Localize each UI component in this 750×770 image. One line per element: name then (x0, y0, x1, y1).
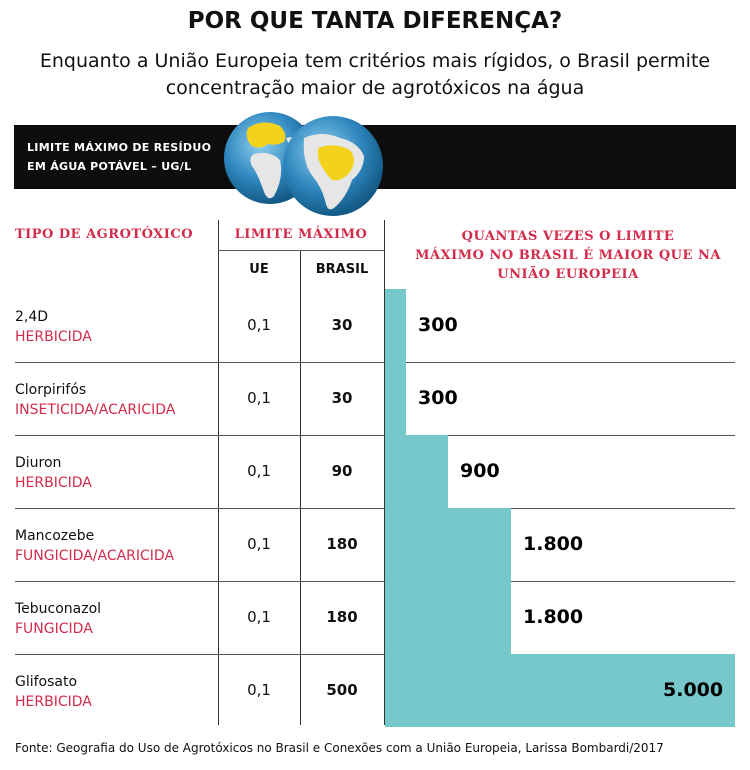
row-label (15, 526, 174, 566)
brasil-limit-value: 30 (331, 389, 353, 407)
header-ue: UE (249, 262, 269, 277)
pesticide-name: Glifosato (15, 674, 78, 690)
ratio-label: 300 (418, 387, 458, 409)
brasil-limit-value: 30 (331, 316, 353, 334)
pesticide-type: HERBICIDA (15, 475, 92, 491)
ue-limit-value: 0,1 (247, 316, 271, 334)
ue-limit-value: 0,1 (247, 535, 271, 553)
pesticide-name: Mancozebe (15, 528, 95, 544)
pesticide-name: Clorpirifós (15, 382, 87, 398)
ratio-bar (385, 289, 406, 362)
band-label (27, 138, 247, 176)
row-label (15, 453, 92, 493)
pesticide-type: HERBICIDA (15, 694, 92, 710)
ue-limit-value: 0,1 (247, 681, 271, 699)
ue-limit-value: 0,1 (247, 462, 271, 480)
brasil-limit-value: 90 (331, 462, 353, 480)
chart-subtitle (0, 48, 750, 102)
header-times-line-2: MÁXIMO NO BRASIL É MAIOR QUE NA (415, 248, 721, 263)
header-brasil: BRASIL (315, 262, 369, 277)
ue-limit-value: 0,1 (247, 608, 271, 626)
pesticide-type: HERBICIDA (15, 329, 92, 345)
ue-limit-value: 0,1 (247, 389, 271, 407)
chart-title: POR QUE TANTA DIFERENÇA? (187, 8, 563, 34)
ratio-label: 1.800 (523, 533, 584, 555)
row-label (15, 672, 92, 712)
divider-limit-header (218, 250, 384, 251)
pesticide-name: Tebuconazol (15, 601, 102, 617)
ratio-bar (385, 362, 406, 435)
header-times-line-3: UNIÃO EUROPEIA (497, 267, 639, 282)
row-label (15, 307, 92, 347)
ratio-label: 1.800 (523, 606, 584, 628)
pesticide-type: FUNGICIDA/ACARICIDA (15, 548, 175, 564)
brasil-limit-value: 180 (326, 535, 358, 553)
header-times (386, 227, 750, 284)
pesticide-type: FUNGICIDA (15, 621, 93, 637)
band-line-2: EM ÁGUA POTÁVEL – UG/L (27, 160, 192, 173)
brazil-globe-icon (283, 116, 383, 216)
row-label (15, 380, 175, 420)
ratio-label: 300 (418, 314, 458, 336)
ratio-label: 900 (460, 460, 500, 482)
header-type: TIPO DE AGROTÓXICO (15, 227, 194, 242)
source-note: Fonte: Geografia do Uso de Agrotóxicos no Brasil e Conexões com a União Europeia, Larissa Bombardi/2017 (15, 741, 664, 755)
globes-illustration (218, 108, 388, 218)
brasil-limit-value: 500 (326, 681, 358, 699)
ratio-bar (385, 581, 511, 654)
row-divider (15, 435, 735, 436)
row-label (15, 599, 101, 639)
subtitle-line-2: concentração maior de agrotóxicos na água (165, 77, 585, 99)
header-times-line-1: QUANTAS VEZES O LIMITE (461, 229, 675, 244)
pesticide-name: 2,4D (15, 309, 49, 325)
row-divider (15, 508, 735, 509)
brasil-limit-value: 180 (326, 608, 358, 626)
ratio-label: 5.000 (663, 679, 724, 701)
pesticide-type: INSETICIDA/ACARICIDA (15, 402, 176, 418)
ratio-bar (385, 508, 511, 581)
band-line-1: LIMITE MÁXIMO DE RESÍDUO (27, 141, 212, 154)
subtitle-line-1: Enquanto a União Europeia tem critérios mais rígidos, o Brasil permite (39, 50, 711, 72)
row-divider (15, 581, 735, 582)
row-divider (15, 362, 735, 363)
ratio-bar (385, 435, 448, 508)
pesticide-name: Diuron (15, 455, 62, 471)
header-limit: LIMITE MÁXIMO (234, 227, 368, 242)
